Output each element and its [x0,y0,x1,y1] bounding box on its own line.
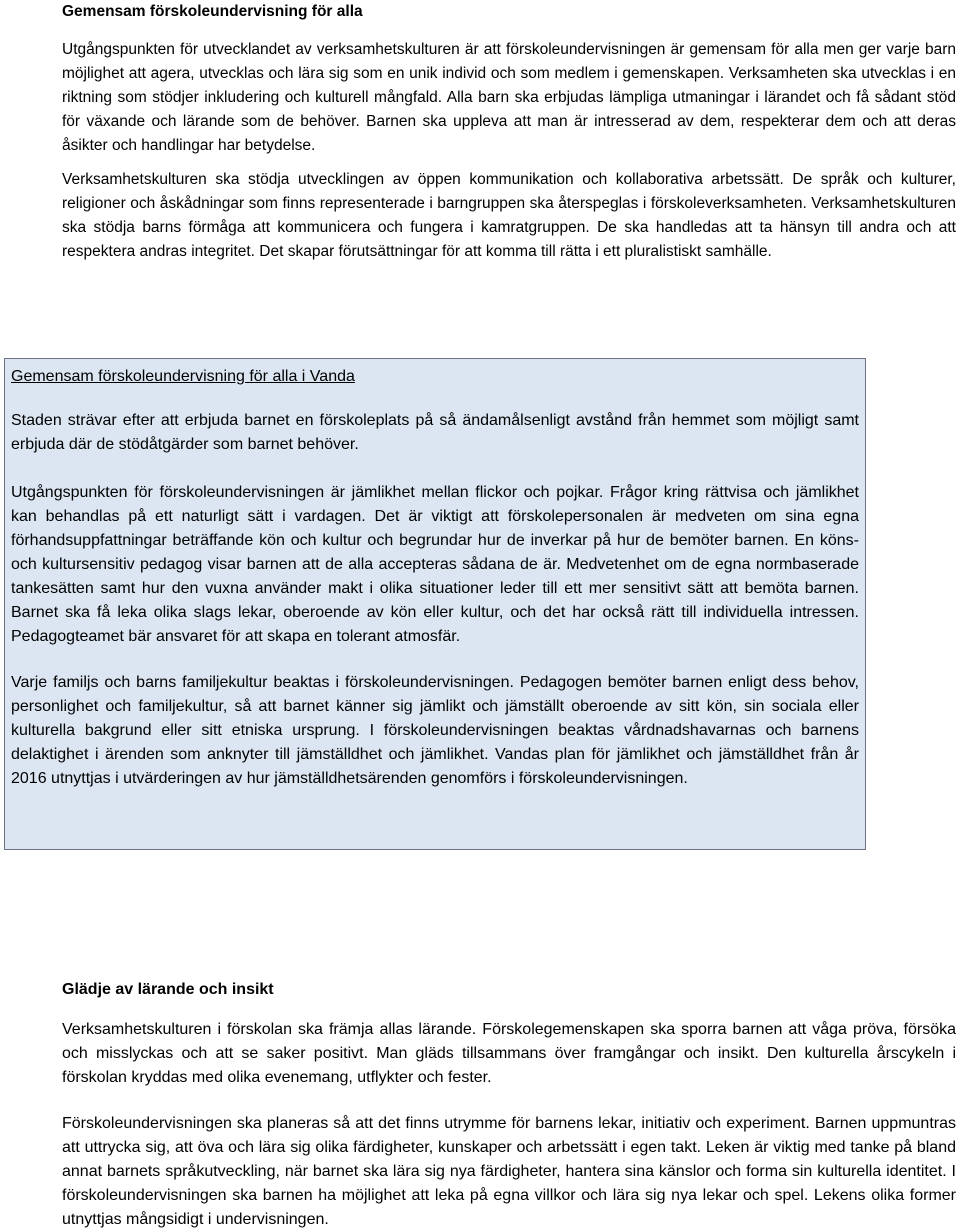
section-gemensam-forskoleundervisning [62,0,956,264]
paragraph: Utgångspunkten för utvecklandet av verksamhetskulturen är att förskoleundervisningen är gemensam för alla men ger varje barn möjlighet att agera, utvecklas och lära sig som en unik individ och som medlem i gemenskapen. Verksamheten ska utvecklas i en riktning som stödjer inkludering och kulturell mångfald. Alla barn ska erbjudas lämpliga utmaningar i lärandet och få sådant stöd för växande och lärande som de behöver. Barnen ska uppleva att man är intresserad av dem, respekterar dem och att deras åsikter och handlingar har betydelse. [62,41,956,154]
paragraph: Förskoleundervisningen ska planeras så att det finns utrymme för barnens lekar, initiativ och experiment. Barnen uppmuntras att uttrycka sig, att öva och lära sig olika färdigheter, kunskaper och arbetssätt i egen takt. Leken är viktig med tanke på bland annat barnets språkutveckling, när barnet ska lära sig nya färdigheter, hantera sina känslor och forma sin kulturella identitet. I förskoleundervisningen ska barnen ha möjlighet att leka på egna villkor och lära sig nya lekar och spel. Lekens olika former utnyttjas mångsidigt i undervisningen. [62,1115,956,1228]
section-gladje-av-larande [62,978,956,1232]
paragraph: Staden strävar efter att erbjuda barnet en förskoleplats på så ändamålsenligt avstånd från hemmet som möjligt samt erbjuda där de stödåtgärder som barnet behöver. [11,412,859,453]
paragraph: Varje familjs och barns familjekultur beaktas i förskoleundervisningen. Pedagogen bemöter barnen enligt dess behov, personlighet och familjekultur, så att barnet känner sig jämlikt och jämställt oberoende av sitt kön, sin sociala eller kulturella bakgrund eller sitt etniska ursprung. I förskoleundervisningen beaktas vårdnadshavarnas och barnens delaktighet i ärenden som anknyter till jämställdhet och jämlikhet. Vandas plan för jämlikhet och jämställdhet från år 2016 utnyttjas i utvärderingen av hur jämställdhetsärenden genomförs i förskoleundervisningen. [11,674,859,787]
vanda-info-box [4,358,866,850]
section-heading: Gemensam förskoleundervisning för alla [62,3,363,20]
box-heading: Gemensam förskoleundervisning för alla i Vanda [11,368,355,385]
section-heading: Glädje av lärande och insikt [62,981,274,998]
paragraph: Verksamhetskulturen i förskolan ska främja allas lärande. Förskolegemenskapen ska sporra barnen att våga pröva, försöka och misslyckas och att se saker positivt. Man gläds tillsammans över framgångar och insikt. Den kulturella årscykeln i förskolan kryddas med olika evenemang, utflykter och fester. [62,1021,956,1086]
paragraph: Utgångspunkten för förskoleundervisningen är jämlikhet mellan flickor och pojkar. Frågor kring rättvisa och jämlikhet kan behandlas på ett naturligt sätt i vardagen. Det är viktigt att förskolepersonalen är medveten om sina egna förhandsuppfattningar beträffande kön och kultur och begrundar hur de inverkar på hur de bemöter barnen. En köns- och kultursensitiv pedagog visar barnen att de alla accepteras sådana de är. Medvetenhet om de egna normbaserade tankesätten samt hur den vuxna använder makt i olika situationer leder till ett mer sensitivt sätt att bemöta barnen. Barnet ska få leka olika slags lekar, oberoende av kön eller kultur, och det har också rätt till individuella intressen. Pedagogteamet bär ansvaret för att skapa en tolerant atmosfär. [11,484,859,645]
paragraph: Verksamhetskulturen ska stödja utvecklingen av öppen kommunikation och kollaborativa arbetssätt. De språk och kulturer, religioner och åskådningar som finns representerade i barngruppen ska återspeglas i förskoleverksamheten. Verksamhetskulturen ska stödja barns förmåga att kommunicera och fungera i kamratgruppen. De ska handledas att ta hänsyn till andra och att respektera andras integritet. Det skapar förutsättningar för att komma till rätta i ett pluralistiskt samhälle. [62,171,956,260]
